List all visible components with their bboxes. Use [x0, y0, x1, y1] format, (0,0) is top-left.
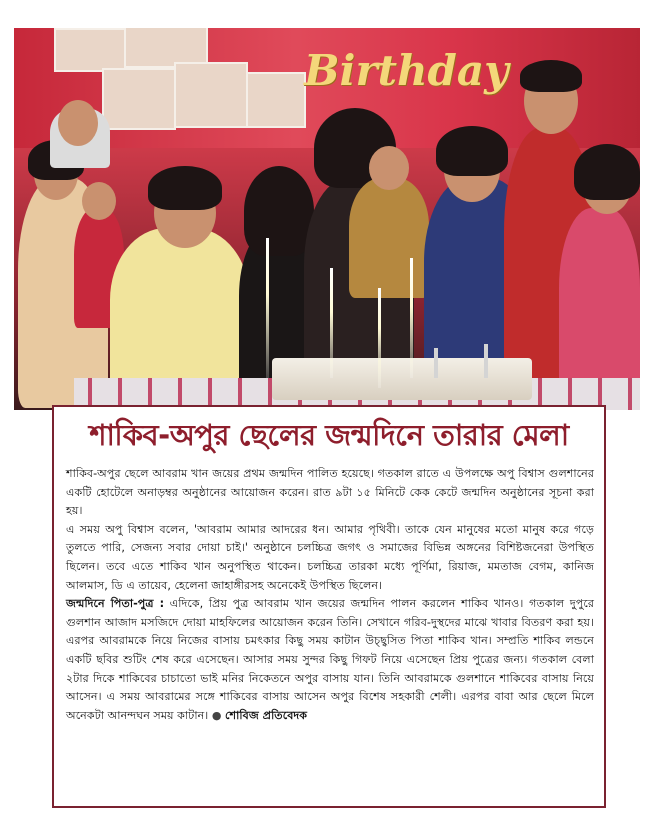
- person-head: [369, 146, 409, 190]
- birthday-photo: [14, 28, 640, 410]
- article-paragraph: [66, 595, 594, 725]
- person-hair: [520, 60, 582, 92]
- photo-frame: [246, 72, 306, 128]
- article-body: [66, 465, 594, 725]
- person-hair: [148, 166, 222, 210]
- article-paragraph-text: এদিকে, প্রিয় পুত্র আবরাম খান জয়ের জন্মদিন পালন করলেন শাকিব খানও। গতকাল দুপুরে গুলশান আজাদ মসজিদে দোয়া মাহফিলের আয়োজন করেন তিনি। সেখানে গরিব-দুস্থদের মাঝে খাবার বিতরণ করা হয়। এরপর আবরামকে নিয়ে নিজের বাসায় চমৎকার কিছু সময় কাটান উচ্ছ্বসিত পিতা শাকিব খান। সম্প্রতি শাকিব লন্ডনে একটি ছবির শুটিং শেষ করে এসেছেন। আসার সময় সুন্দর কিছু গিফট নিয়ে এসেছেন প্রিয় পুত্রের জন্য। গতকাল বেলা ২টার দিকে শাকিবের চাচাতো ভাই মনির নিকেতনে অপুর বাসায় যান। তিনি আবরামকে গুলশানে শাকিবের বাসায় নিয়ে আসেন। এ সময় আবরামের সঙ্গে শাকিবের বাসায় আসেন অপুর বিশেষ সহকারী শেলী। এরপর বাবা আর ছেলে মিলে অনেকটা আনন্দঘন সময় কাটান।: [66, 597, 594, 722]
- sparkler: [266, 238, 269, 378]
- person-hair: [574, 144, 640, 200]
- person: [349, 178, 429, 298]
- photo-frame: [54, 28, 128, 72]
- person-head: [58, 100, 98, 146]
- photo-frame: [174, 62, 248, 128]
- sparkler: [330, 268, 333, 378]
- article-headline: শাকিব-অপুর ছেলের জন্মদিনে তারার মেলা: [89, 418, 569, 452]
- sparkler: [378, 288, 381, 388]
- article-byline: শোবিজ প্রতিবেদক: [225, 708, 308, 722]
- sparkler: [410, 258, 413, 378]
- article-subhead: জন্মদিনে পিতা-পুত্র :: [66, 597, 165, 611]
- photo-frame: [102, 68, 176, 130]
- birthday-banner: Birthday: [304, 46, 509, 95]
- article-paragraph: শাকিব-অপুর ছেলে আবরাম খান জয়ের প্রথম জন্মদিন পালিত হয়েছে। গতকাল রাতে এ উপলক্ষে অপু বিশ্বাস গুলশানের একটি হোটেলে অনাড়ম্বর অনুষ্ঠানের আয়োজন করেন। রাত ৯টা ১৫ মিনিটে কেক কেটে জন্মদিন অনুষ্ঠানের সূচনা করা হয়।: [66, 467, 594, 518]
- candle: [434, 348, 438, 378]
- birthday-cake: [272, 358, 532, 400]
- person-head: [82, 182, 116, 220]
- person-hair: [244, 166, 314, 256]
- article-paragraph: এ সময় অপু বিশ্বাস বলেন, 'আবরাম আমার আদরের ধন। আমার পৃথিবী। তাকে যেন মানুষের মতো মানুষ করে গড়ে তুলতে পারি, সেজন্য সবার দোয়া চাই।' অনুষ্ঠানে চলচ্চিত্র জগৎ ও সমাজের বিভিন্ন অঙ্গনের বিশিষ্টজনেরা উপস্থিত ছিলেন। তবে এতে শাকিব খান অনুপস্থিত থাকেন। চলচ্চিত্র তারকা মধ্যে পূর্ণিমা, রিয়াজ, মমতাজ বেগম, কানিজ আলমাস, ডি এ তায়েব, হেলেনা জাহাঙ্গীরসহ অনেকেই উপস্থিত ছিলেন।: [66, 522, 594, 592]
- byline-bullet: ●: [211, 708, 222, 722]
- person-hair: [436, 126, 508, 176]
- article-box: [52, 405, 606, 808]
- candle: [484, 344, 488, 378]
